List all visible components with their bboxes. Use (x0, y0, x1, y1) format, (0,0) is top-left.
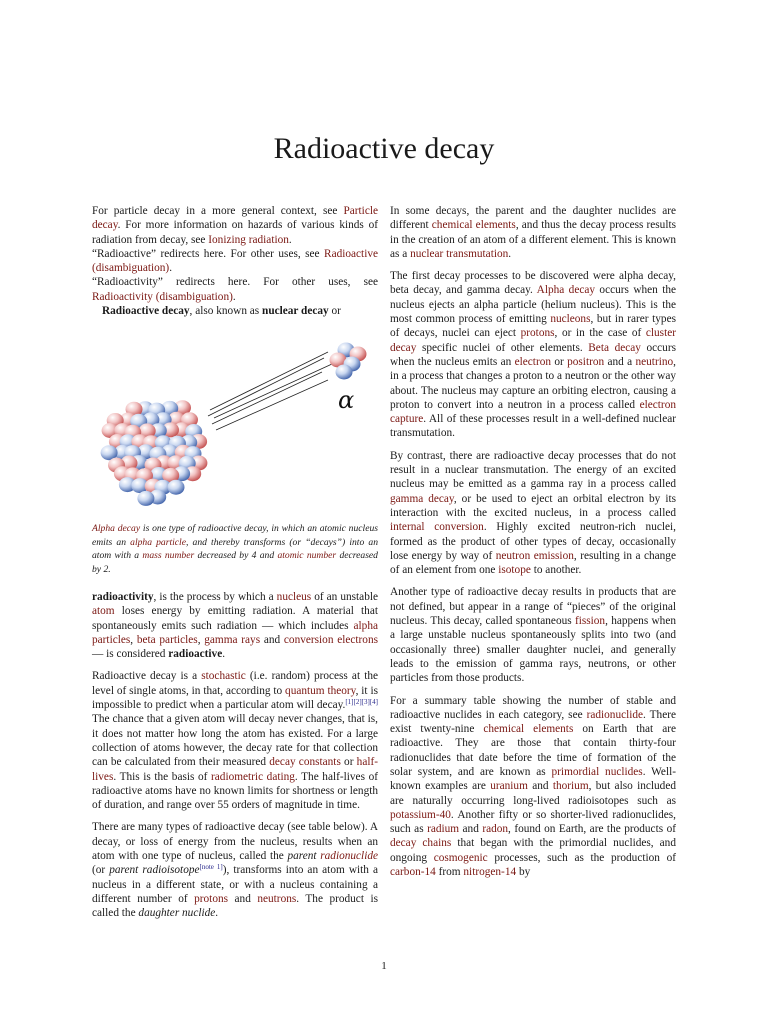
text: (i.e. random) process at the level of single atoms, in that, according to (92, 670, 378, 697)
link-radiometric-dating[interactable]: radiometric dating (211, 770, 295, 783)
link-thorium[interactable]: thorium (552, 780, 589, 793)
text: . (222, 648, 226, 661)
text: — is considered (92, 648, 169, 661)
text: and (459, 823, 483, 836)
italic-text: parent (287, 850, 321, 863)
text: For a summary table showing the number of stable and radioactive nuclides in each category, see (390, 694, 676, 721)
link-radon[interactable]: radon (482, 823, 509, 836)
paragraph-no-transmutation (390, 449, 676, 578)
caption-link-alpha-particle[interactable]: alpha particle (130, 536, 186, 548)
figure-caption (92, 522, 378, 576)
paragraph-types (92, 820, 378, 920)
link-uranium[interactable]: uranium (490, 780, 528, 793)
link-alpha-decay[interactable]: Alpha decay (536, 284, 596, 297)
paragraph-first-processes (390, 269, 676, 441)
motion-lines (208, 352, 332, 430)
hatnote-radioactivity (92, 275, 378, 304)
left-column-top (92, 204, 378, 326)
link-positron[interactable]: positron (567, 355, 605, 368)
text: Radioactive decay is a (92, 670, 202, 683)
text: loses energy by emitting radiation. A material that spontaneously emits such radiation — which includes (92, 605, 378, 632)
link-cluster-decay[interactable]: cluster decay (390, 327, 676, 354)
text: and (527, 780, 553, 793)
link-radionuclide[interactable]: radionuclide (320, 850, 378, 863)
link-neutron-emission[interactable]: neutron emission (495, 549, 574, 562)
link-nitrogen-14[interactable]: nitrogen-14 (463, 866, 517, 879)
text: and (228, 892, 258, 905)
link-decay-constants[interactable]: decay constants (269, 756, 341, 769)
text: . This is the basis of (113, 770, 212, 783)
hatnote-radioactive (92, 247, 378, 276)
hatnote-text: . (232, 290, 236, 303)
link-beta-particles[interactable]: beta particles (136, 633, 198, 646)
link-radium[interactable]: radium (427, 823, 460, 836)
hatnote-text: “Radioactivity” redirects here. For other uses, see (92, 276, 378, 289)
caption-link-atomic-number[interactable]: atomic number (277, 550, 337, 562)
text: The first decay processes to be discovered were alpha decay, beta decay, and gamma decay. (390, 270, 676, 297)
link-alpha-particles[interactable]: alpha particles (92, 619, 378, 646)
text: . (508, 247, 512, 260)
alpha-particle (330, 343, 367, 380)
lead-term: Radioactive decay (102, 305, 190, 318)
paragraph-transmutation (390, 204, 676, 261)
link-chemical-elements[interactable]: chemical elements (431, 219, 516, 232)
link-atom[interactable]: atom (92, 605, 115, 618)
lead-text: , also known as (189, 305, 263, 318)
link-potassium-40[interactable]: potassium-40 (390, 808, 451, 821)
text: , it is impossible to predict when a particular atom will decay. (92, 684, 378, 712)
text: occurs when the nucleus ejects an alpha particle (helium nucleus). This is the most common process of emitting (390, 284, 676, 326)
text: and a (604, 355, 636, 368)
text: , (130, 633, 137, 646)
text: . There exist twenty-nine (390, 708, 676, 736)
link-nuclear-transmutation[interactable]: nuclear transmutation (410, 247, 509, 260)
caption-text: , and thereby transforms (or “decays”) into an atom with a (92, 536, 378, 562)
paragraph-stochastic (92, 669, 378, 812)
nucleus (101, 400, 208, 506)
text: occurs when the nucleus emits an (390, 341, 676, 368)
hatnote-text: . For more information on hazards of various kinds of radiation from decay, see (92, 219, 378, 246)
link-cosmogenic[interactable]: cosmogenic (433, 851, 488, 864)
link-chemical-elements-2[interactable]: chemical elements (483, 723, 574, 736)
text: , but also included are naturally occurring long-lived radioisotopes such as (390, 780, 676, 807)
text: , found on Earth, are the products of (508, 823, 676, 836)
text: by (516, 866, 531, 879)
note-reference[interactable]: [note 1] (199, 863, 223, 872)
term-radioactive: radioactive (168, 648, 223, 661)
text: There are many types of radioactive decay (see table below). A decay, or loss of energy from the nucleus, results when an atom with one type of nucleus, called the (92, 821, 378, 863)
text: , resulting in a change of an element from one (390, 549, 676, 577)
caption-text: is one type of radioactive decay, in which an atomic nucleus emits an (92, 523, 378, 548)
caption-text: decreased by 2. (92, 550, 378, 575)
neutron-sphere (168, 480, 185, 495)
text: , and thus the decay process results in the creation of an atom of a different element. This is known as a (390, 219, 676, 260)
text: . (215, 907, 219, 920)
right-column (390, 204, 676, 887)
alpha-decay-illustration (92, 330, 378, 520)
reference-links[interactable]: [1][2][3][4] (345, 698, 378, 707)
term-radioactivity: radioactivity (92, 591, 154, 603)
text: . All of these processes result in a well-defined nuclear transmutation. (390, 413, 676, 440)
link-neutrons[interactable]: neutrons (257, 892, 297, 905)
link-electron[interactable]: electron (514, 355, 552, 368)
text: processes, such as the production of (487, 851, 676, 864)
text: , but in rarer types of decays, nuclei can eject (390, 313, 676, 340)
lead-sentence (92, 304, 378, 318)
text: In some decays, the parent and the daughter nuclides are different (390, 205, 676, 232)
link-radioactive-disambiguation[interactable]: Radioactive (disambiguation) (92, 247, 378, 275)
text: , is the process by which a (153, 591, 277, 603)
hatnote-text: . (288, 233, 292, 246)
text: . Highly excited neutron-rich nuclei, formed as the product of other types of decay, occasionally lose energy by way of (390, 521, 676, 562)
text: . The half-lives of radioactive atoms have no known limits for shortness or length of duration, and range over 55 orders of magnitude in time. (92, 770, 378, 812)
lead-text: or (328, 305, 341, 318)
text: and (260, 633, 284, 646)
link-gamma-decay[interactable]: gamma decay (390, 492, 454, 505)
text: of an unstable (311, 591, 378, 603)
paragraph-definition (92, 590, 378, 661)
text: on Earth that are radioactive. They are those that contain thirty-four radionuclides that date before the time of formation of the solar system, and are known as (390, 723, 676, 778)
hatnote-particle-decay (92, 204, 378, 247)
paragraph-summary (390, 694, 676, 880)
link-radionuclide-right[interactable]: radionuclide (586, 708, 644, 721)
text: Another type of radioactive decay results in products that are not defined, but appear in a range of “pieces” of the original nucleus. This decay, called spontaneous (390, 586, 676, 628)
link-quantum-theory[interactable]: quantum theory (285, 684, 356, 697)
link-fission[interactable]: fission (574, 615, 606, 628)
link-conversion-electrons[interactable]: conversion electrons (283, 633, 378, 646)
link-beta-decay[interactable]: Beta decay (588, 341, 641, 354)
text: , or be used to eject an orbital electron by its interaction with the excited nucleus, in a process called (390, 492, 676, 519)
italic-text: parent radioisotope (109, 864, 200, 877)
link-gamma-rays[interactable]: gamma rays (204, 633, 261, 646)
text: , (197, 633, 205, 646)
hatnote-text: For particle decay in a more general context, see (92, 205, 344, 217)
link-ionizing-radiation[interactable]: Ionizing radiation (208, 233, 289, 246)
text: , or in the case of (554, 327, 646, 340)
alpha-symbol: α (338, 386, 355, 414)
text: The chance that a given atom will decay never changes, that is, it does not matter how long the atom has existed. For a large collection of atoms however, the decay rate for that collection can be calculated from their measured (92, 713, 378, 769)
page-number: 1 (381, 960, 387, 972)
italic-text: daughter nuclide (138, 907, 216, 920)
neutron-sphere (137, 491, 154, 506)
caption-text: decreased by 4 and (194, 550, 278, 562)
alpha-decay-figure (92, 330, 378, 520)
text: . Another fifty or so shorter-lived radionuclides, such as (390, 808, 676, 836)
caption-link-alpha-decay[interactable]: Alpha decay (92, 523, 141, 534)
text: or (551, 355, 568, 368)
text: By contrast, there are radioactive decay processes that do not result in a nuclear transmutation. The energy of an excited nucleus may be emitted as a gamma ray in a process called (390, 449, 676, 491)
lead-term: nuclear decay (262, 305, 329, 318)
text: that began with the primordial nuclides, and ongoing (390, 837, 676, 864)
link-decay-chains[interactable]: decay chains (390, 837, 452, 850)
link-radioactivity-disambiguation[interactable]: Radioactivity (disambiguation) (92, 290, 233, 303)
link-half-lives[interactable]: half-lives (92, 756, 378, 783)
text: to another. (530, 564, 582, 577)
text: (or (92, 864, 110, 877)
text: from (435, 866, 464, 879)
text: or (340, 756, 357, 769)
text: ), transforms into an atom with a nucleus in a different state, or with a nucleus containing a different number of (92, 864, 378, 905)
link-electron-capture[interactable]: electron capture (390, 398, 676, 426)
link-protons-right[interactable]: protons (520, 327, 555, 340)
text: . The product is called the (92, 892, 379, 920)
text: , happens when a large unstable nucleus spontaneously splits into two (and occasionally three) smaller daughter nuclei, and generally leads to the emission of gamma rays, neutrons, or other particles from those products. (390, 615, 676, 685)
text: , in a process that changes a proton to a neutron or the other way about. The nucleus may capture an orbiting electron, causing a proton to convert into a neutron in a process called (390, 355, 676, 411)
link-internal-conversion[interactable]: internal conversion (390, 521, 484, 534)
link-nucleons[interactable]: nucleons (550, 313, 591, 326)
hatnote-text: . (169, 262, 173, 275)
link-particle-decay[interactable]: Particle decay (92, 205, 378, 232)
link-carbon-14[interactable]: carbon-14 (390, 866, 436, 879)
link-protons[interactable]: protons (194, 892, 229, 905)
link-neutrino[interactable]: neutrino (635, 355, 674, 368)
hatnote-text: “Radioactive” redirects here. For other uses, see (92, 247, 325, 260)
left-column-body (92, 590, 378, 929)
text: . Well-known examples are (390, 765, 676, 793)
paragraph-fission (390, 585, 676, 685)
caption-link-mass-number[interactable]: mass number (142, 550, 195, 562)
link-isotope[interactable]: isotope (498, 564, 531, 577)
link-stochastic[interactable]: stochastic (201, 670, 246, 683)
text: specific nuclei of other elements. (416, 341, 589, 354)
alpha-neutron (336, 365, 353, 380)
link-nucleus[interactable]: nucleus (276, 591, 312, 603)
page-title: Radioactive decay (273, 132, 495, 166)
link-primordial-nuclides[interactable]: primordial nuclides (551, 765, 643, 778)
